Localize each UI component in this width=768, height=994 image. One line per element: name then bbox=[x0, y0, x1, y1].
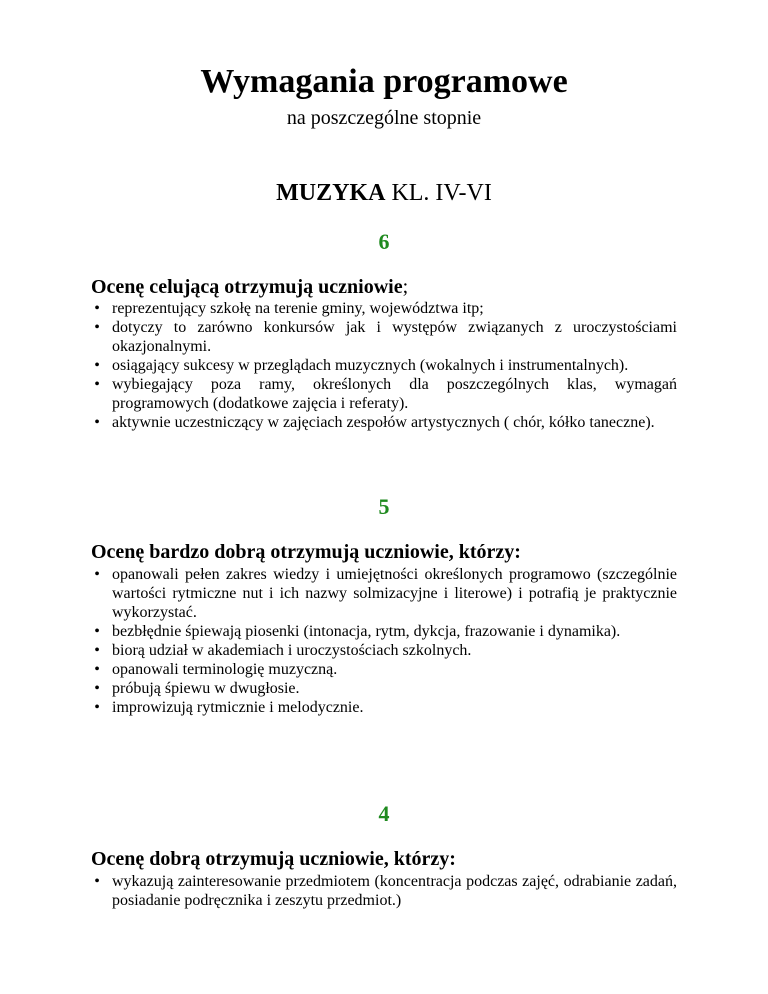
bullet-icon: • bbox=[94, 623, 100, 640]
list-item-text: improwizują rytmicznie i melodycznie. bbox=[112, 699, 364, 716]
list-item bbox=[94, 872, 677, 910]
list-item bbox=[94, 679, 677, 698]
subject-heading bbox=[0, 178, 768, 208]
bullet-icon: • bbox=[94, 300, 100, 317]
grade-4-number: 4 bbox=[378, 801, 390, 826]
subject-name: MUZYKA bbox=[276, 180, 386, 206]
list-item-text: biorą udział w akademiach i uroczystościach szkolnych. bbox=[112, 642, 472, 659]
grade-4-list bbox=[94, 872, 677, 910]
bullet-icon: • bbox=[94, 566, 100, 583]
list-item-text: bezbłędnie śpiewają piosenki (intonacja, rytm, dykcja, frazowanie i dynamika). bbox=[112, 623, 621, 640]
list-item bbox=[94, 318, 677, 356]
subject-classes: KL. IV-VI bbox=[385, 180, 492, 206]
list-item bbox=[94, 356, 677, 375]
grade-6-number: 6 bbox=[378, 229, 390, 254]
list-item bbox=[94, 622, 677, 641]
grade-5-number: 5 bbox=[378, 494, 390, 519]
list-item bbox=[94, 413, 677, 432]
list-item-text: dotyczy to zarówno konkursów jak i występów związanych z uroczystościami okazjonalnymi. bbox=[112, 319, 677, 355]
grade-5-heading-text: Ocenę bardzo dobrą otrzymują uczniowie, którzy: bbox=[91, 541, 521, 563]
bullet-icon: • bbox=[94, 873, 100, 890]
list-item bbox=[94, 375, 677, 413]
list-item-text: reprezentujący szkołę na terenie gminy, województwa itp; bbox=[112, 300, 484, 317]
bullet-icon: • bbox=[94, 414, 100, 431]
list-item-text: wybiegający poza ramy, określonych dla poszczególnych klas, wymagań programowych (dodatkowe zajęcia i referaty). bbox=[112, 376, 677, 412]
list-item bbox=[94, 660, 677, 679]
list-item-text: aktywnie uczestniczący w zajęciach zespołów artystycznych ( chór, kółko taneczne). bbox=[112, 414, 655, 431]
grade-6-heading-tail: ; bbox=[402, 276, 409, 298]
bullet-icon: • bbox=[94, 699, 100, 716]
bullet-icon: • bbox=[94, 642, 100, 659]
document-subtitle: na poszczególne stopnie bbox=[286, 107, 482, 129]
grade-5-list bbox=[94, 565, 677, 717]
bullet-icon: • bbox=[94, 661, 100, 678]
grade-6-heading bbox=[91, 275, 691, 299]
list-item-text: osiągający sukcesy w przeglądach muzycznych (wokalnych i instrumentalnych). bbox=[112, 357, 629, 374]
list-item-text: opanowali pełen zakres wiedzy i umiejętności określonych programowo (szczególnie wartości rytmiczne nut i ich nazwy solmizacyjne i literowe) i potrafią je praktycznie wykorzystać. bbox=[112, 566, 677, 621]
grade-4-heading-text: Ocenę dobrą otrzymują uczniowie, którzy: bbox=[91, 848, 456, 870]
list-item bbox=[94, 299, 677, 318]
list-item-text: wykazują zainteresowanie przedmiotem (koncentracja podczas zajęć, odrabianie zadań, posiadanie podręcznika i zeszytu przedmiot.) bbox=[112, 873, 677, 909]
grade-5-heading bbox=[91, 540, 691, 564]
list-item-text: próbują śpiewu w dwugłosie. bbox=[112, 680, 300, 697]
bullet-icon: • bbox=[94, 357, 100, 374]
bullet-icon: • bbox=[94, 319, 100, 336]
bullet-icon: • bbox=[94, 376, 100, 393]
list-item-text: opanowali terminologię muzyczną. bbox=[112, 661, 338, 678]
bullet-icon: • bbox=[94, 680, 100, 697]
grade-6-list bbox=[94, 299, 677, 432]
grade-4-heading bbox=[91, 847, 691, 871]
list-item bbox=[94, 698, 677, 717]
document-title: Wymagania programowe bbox=[200, 63, 568, 100]
grade-6-heading-text: Ocenę celującą otrzymują uczniowie bbox=[91, 276, 403, 298]
list-item bbox=[94, 641, 677, 660]
list-item bbox=[94, 565, 677, 622]
